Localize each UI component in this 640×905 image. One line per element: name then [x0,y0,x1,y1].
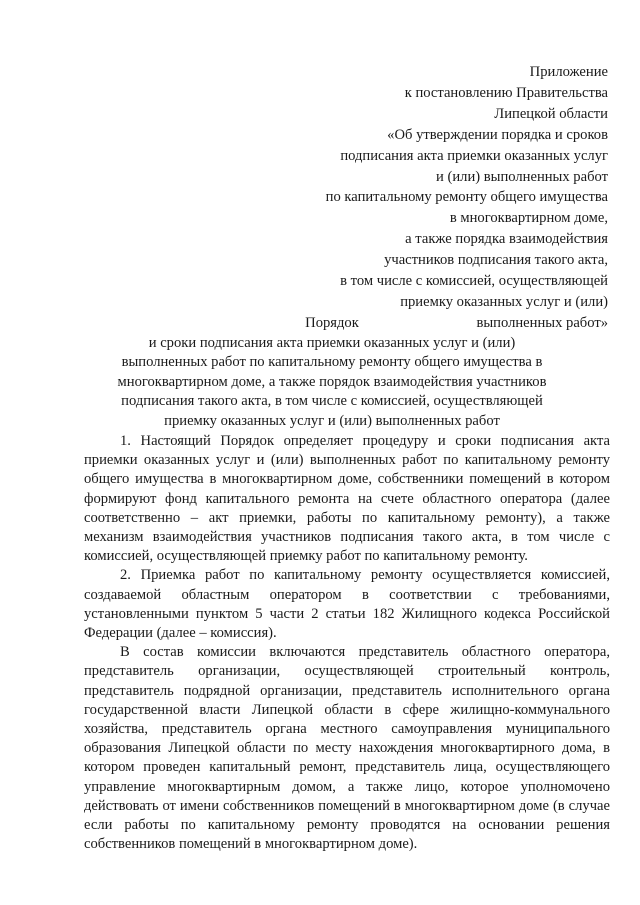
document-body [84,432,610,854]
appendix-line: Липецкой области [494,105,608,122]
appendix-line: подписания акта приемки оказанных услуг [340,147,608,164]
title-line: выполненных работ по капитальному ремонту общего имущества в [121,354,543,370]
appendix-line: участников подписания такого акта, [384,252,608,269]
title-heading: Порядок [305,315,359,331]
appendix-line: Приложение [529,64,608,80]
appendix-line: по капитальному ремонту общего имущества [325,189,608,206]
body-paragraph: В состав комиссии включаются представитель областного оператора, представитель организации, осуществляющей строительный контроль, представитель подрядной организации, представитель исполнительного органа государственной власти Липецкой области в сфере жилищно-коммунального хозяйства, представитель органа местного самоуправления муниципального образования Липецкой области по месту нахождения многоквартирного дома, в котором проведен капитальный ремонт, представитель лица, осуществляющего управление многоквартирным домом, а также лицо, которое уполномочено действовать от имени собственников помещений в многоквартирном доме (в случае если работы по капитальному ремонту проводятся на основании решения собственников помещений в многоквартирном доме). [84,644,610,853]
body-paragraph: 1. Настоящий Порядок определяет процедуру и сроки подписания акта приемки оказанных услуг и (или) выполненных работ по капитальному ремонту общего имущества в многоквартирном доме, собственники помещений в котором формируют фонд капитального ремонта на счете областного оператора (далее соответственно – акт приемки, работы по капитальному ремонту), а также механизм взаимодействия участников подписания такого акта, в том числе с комиссией, осуществляющей приемку работ по капитальному ремонту. [84,433,610,565]
appendix-header [208,62,608,334]
appendix-line: к постановлению Правительства [404,84,608,101]
appendix-line: в том числе с комиссией, осуществляющей [340,273,608,290]
title-line: приемку оказанных услуг и (или) выполненных работ [164,412,500,429]
appendix-line: приемку оказанных услуг и (или) [400,293,608,310]
title-line: многоквартирном доме, а также порядок взаимодействия участников [117,373,547,390]
body-paragraph: 2. Приемка работ по капитальному ремонту осуществляется комиссией, создаваемой областным оператором в соответствии с требованиями, установленными пунктом 5 части 2 статьи 182 Жилищного кодекса Российской Федерации (далее – комиссия). [84,567,610,642]
title-line: и сроки подписания акта приемки оказанных услуг и (или) [148,334,516,351]
appendix-line: «Об утверждении порядка и сроков [387,126,608,143]
appendix-line: и (или) выполненных работ [436,168,608,185]
appendix-line: а также порядка взаимодействия [405,231,608,248]
appendix-line: выполненных работ» [476,314,608,331]
title-line: подписания такого акта, в том числе с комиссией, осуществляющей [121,393,543,409]
document-title [92,314,572,431]
appendix-line: в многоквартирном доме, [449,210,608,227]
